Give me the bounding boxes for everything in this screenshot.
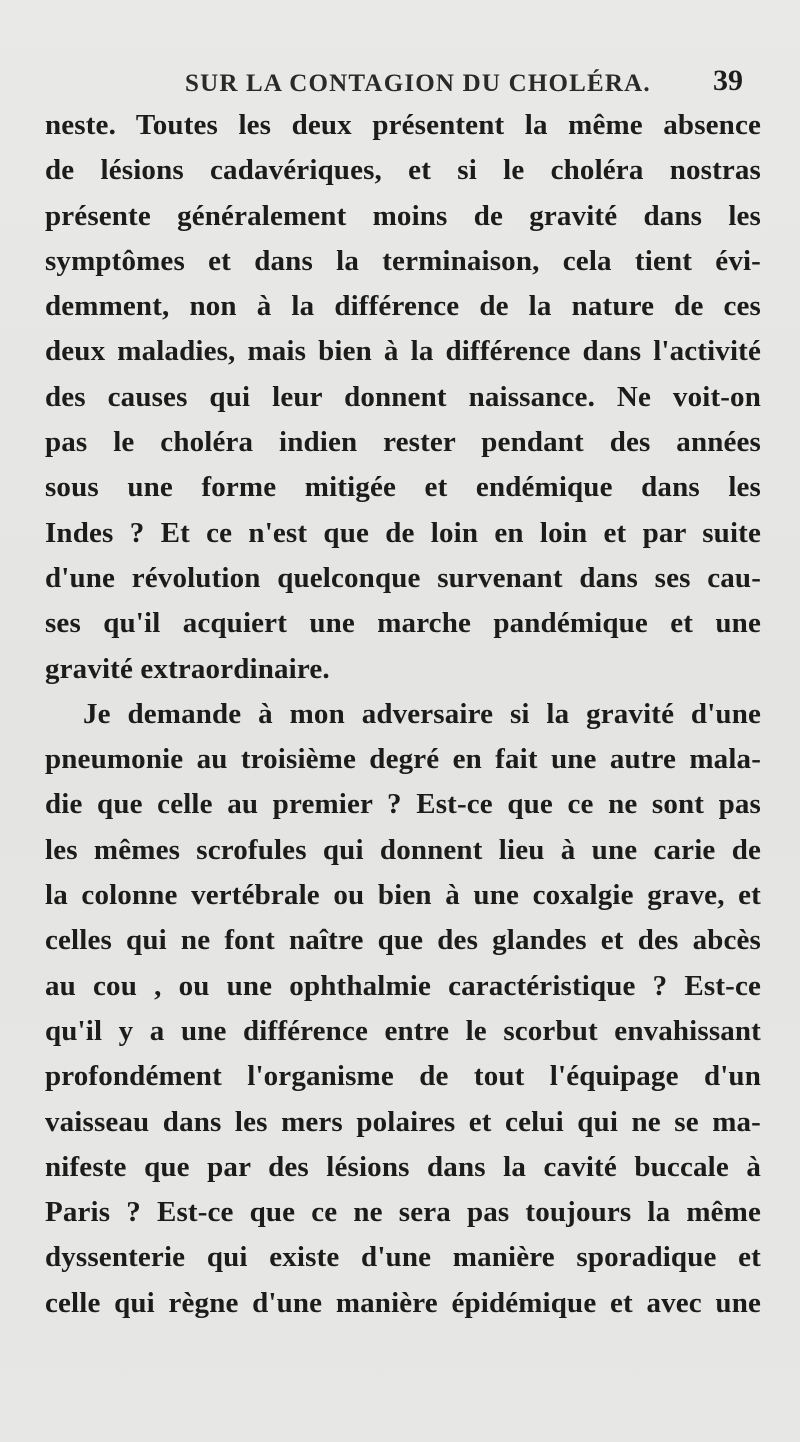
paragraph-start-line: Je demande à mon adversaire si la gravité d'une <box>83 697 761 730</box>
text-line: la colonne vertébrale ou bien à une coxalgie grave, et <box>45 879 761 912</box>
text-line: qu'il y a une différence entre le scorbut envahissant <box>45 1014 761 1047</box>
text-line: des causes qui leur donnent naissance. Ne voit-on <box>45 380 761 413</box>
paragraph-end-line: gravité extraordinaire. <box>45 652 330 685</box>
text-line: au cou , ou une ophthalmie caractéristique ? Est-ce <box>45 969 761 1002</box>
text-line: de lésions cadavériques, et si le choléra nostras <box>45 154 761 187</box>
text-line: présente généralement moins de gravité dans les <box>45 199 761 232</box>
text-line: nifeste que par des lésions dans la cavité buccale à <box>45 1150 761 1183</box>
text-line: dyssenterie qui existe d'une manière sporadique et <box>45 1241 761 1274</box>
text-line: profondément l'organisme de tout l'équipage d'un <box>45 1060 761 1093</box>
text-line: Paris ? Est-ce que ce ne sera pas toujours la même <box>45 1196 761 1229</box>
text-line: d'une révolution quelconque survenant dans ses cau- <box>45 561 761 594</box>
text-line: pas le choléra indien rester pendant des années <box>45 426 761 459</box>
text-line: neste. Toutes les deux présentent la même absence <box>45 109 761 141</box>
text-line: symptômes et dans la terminaison, cela tient évi- <box>45 244 761 277</box>
text-line: die que celle au premier ? Est-ce que ce ne sont pas <box>45 788 761 821</box>
text-line: demment, non à la différence de la nature de ces <box>45 290 761 323</box>
text-line: vaisseau dans les mers polaires et celui qui ne se ma- <box>45 1105 761 1138</box>
running-title: SUR LA CONTAGION DU CHOLÉRA. <box>185 70 651 97</box>
text-line: deux maladies, mais bien à la différence dans l'activité <box>45 335 761 368</box>
page-number: 39 <box>713 64 743 97</box>
text-line: les mêmes scrofules qui donnent lieu à une carie de <box>45 833 761 866</box>
text-line: celle qui règne d'une manière épidémique et avec une <box>45 1286 761 1319</box>
text-line: ses qu'il acquiert une marche pandémique et une <box>45 607 761 640</box>
text-line: pneumonie au troisième degré en fait une autre mala- <box>45 743 761 776</box>
text-line: celles qui ne font naître que des glandes et des abcès <box>45 924 761 957</box>
body-text <box>45 103 761 1326</box>
text-line: sous une forme mitigée et endémique dans les <box>45 471 761 504</box>
text-line: Indes ? Et ce n'est que de loin en loin et par suite <box>45 516 761 549</box>
